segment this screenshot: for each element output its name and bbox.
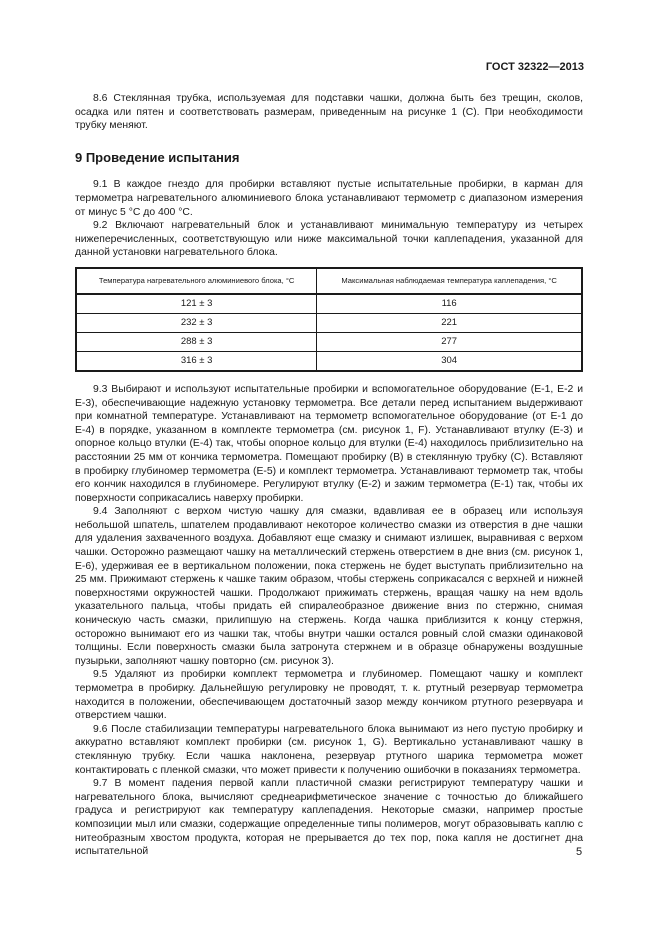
paragraph-9-2: 9.2 Включают нагревательный блок и устанавливают минимальную температуру из четырех нижеперечисленных, соответствующую или ниже максимальной точки каплепадения, указанной для данной установки нагревательного блока.: [75, 220, 583, 259]
table-cell: 277: [317, 332, 582, 351]
table-header-block-temp: Температура нагревательного алюминиевого блока, °С: [76, 268, 317, 294]
table-cell: 116: [317, 294, 582, 314]
document-body: [75, 92, 583, 859]
table-cell: 221: [317, 313, 582, 332]
document-header: ГОСТ 32322—2013: [485, 61, 584, 73]
table-row: [76, 313, 582, 332]
table-header-drop-temp: Максимальная наблюдаемая температура каплепадения, °С: [317, 268, 582, 294]
paragraph-9-4: 9.4 Заполняют с верхом чистую чашку для смазки, вдавливая ее в образец или используя небольшой шпатель, шпателем продавливают некоторое количество смазки из отверстия в дне чашки для удаления захваченного воздуха. Добавляют еще смазку и снимают излишек, выравнивая с верхом чашки. Осторожно размещают чашку на металлический стержень отверстием в дне вниз (см. рисунок 1, Е-6), удерживая ее в вертикальном положении, пока стержень не будет выступать приблизительно на 25 мм. Прижимают стержень к чашке таким образом, чтобы стержень соприкасался с верхней и нижней поверхностями окружностей чашки. Продолжают прижимать стержень, вращая чашку на нем вдоль указательного пальца, чтобы придать ей спиралеобразное движение вниз по стержню, снимая коническую часть смазки, прилипшую на стержень. Когда чашка приблизится к концу стержня, осторожно вынимают его из чашки так, чтобы внутри чашки остался ровный слой смазки одинаковой толщины. Если поверхность смазки была затронута стержнем и в образце обнаружены воздушные пузырьки, заполняют чашку повторно (см. рисунок 3).: [75, 506, 583, 667]
temperature-table: [75, 267, 583, 372]
paragraph-9-5: 9.5 Удаляют из пробирки комплект термометра и глубиномер. Помещают чашку и комплект термометра в пробирку. Дальнейшую регулировку не проводят, т. к. ртутный резервуар термометра находится в положении, обеспечивающем достаточный зазор между кончиком ртутного резервуара и отверстием чашки.: [75, 669, 583, 722]
paragraph-9-1: 9.1 В каждое гнездо для пробирки вставляют пустые испытательные пробирки, в карман для термометра нагревательного алюминиевого блока устанавливают термометр с диапазоном измерения от минус 5 °С до 400 °С.: [75, 179, 583, 218]
paragraph-9-6: 9.6 После стабилизации температуры нагревательного блока вынимают из него пустую пробирку и аккуратно вставляют комплект пробирки (см. рисунок 1, G). Вертикально устанавливают чашку в стеклянную трубку. Если чашка наклонена, резервуар ртутного шарика термометра может контактировать с пленкой смазки, что может привести к получению ошибочки в показаниях термометра.: [75, 723, 583, 776]
table-row: [76, 351, 582, 371]
paragraph-8-6: 8.6 Стеклянная трубка, используемая для подставки чашки, должна быть без трещин, сколов, осадка или пятен и соответствовать размерам, приведенным на рисунке 1 (С). При необходимости трубку меняют.: [75, 93, 583, 132]
page-number: 5: [576, 846, 583, 858]
table-cell: 304: [317, 351, 582, 371]
table-cell: 316 ± 3: [76, 351, 317, 371]
table-cell: 232 ± 3: [76, 313, 317, 332]
paragraph-9-3: 9.3 Выбирают и используют испытательные пробирки и вспомогательное оборудование (Е-1, Е-2 и Е-3), обеспечивающие надежную установку термометра. Все детали перед испытанием выдерживают при комнатной температуре. Устанавливают на термометр вспомогательное оборудование (от Е-1 до Е-4) в порядке, указанном в комплекте термометра (см. рисунок 1, F). Устанавливают втулку (Е-3) и опорное кольцо втулки (Е-4) так, чтобы опорное кольцо для втулки (Е-4) находилось приблизительно на расстоянии 25 мм от кончика термометра. Помещают пробирку (В) в стеклянную трубку (С). Вставляют в пробирку глубиномер термометра (Е-5) и комплект термометра. Устанавливают термометр так, чтобы его кончик находился в глубиномере. Регулируют втулку (Е-2) и зажим термометра (Е-1) так, чтобы их поверхности соприкасались наверху пробирки.: [75, 383, 583, 504]
table-row: [76, 332, 582, 351]
table-cell: 121 ± 3: [76, 294, 317, 314]
section-title: 9 Проведение испытания: [75, 149, 240, 165]
table-row: [76, 294, 582, 314]
paragraph-9-7: 9.7 В момент падения первой капли пластичной смазки регистрируют температуру чашки и нагревательного блока, вычисляют среднеарифметическое значение с точностью до ближайшего градуса и регистрируют как температуру каплепадения. Некоторые смазки, например простые композиции мыл или смазки, содержащие определенные типы полимеров, могут образовывать каплю с нитеобразным хвостом продукта, которая не прерывается до тех пор, пока капля не достигнет дна испытательной: [75, 778, 583, 858]
table-cell: 288 ± 3: [76, 332, 317, 351]
